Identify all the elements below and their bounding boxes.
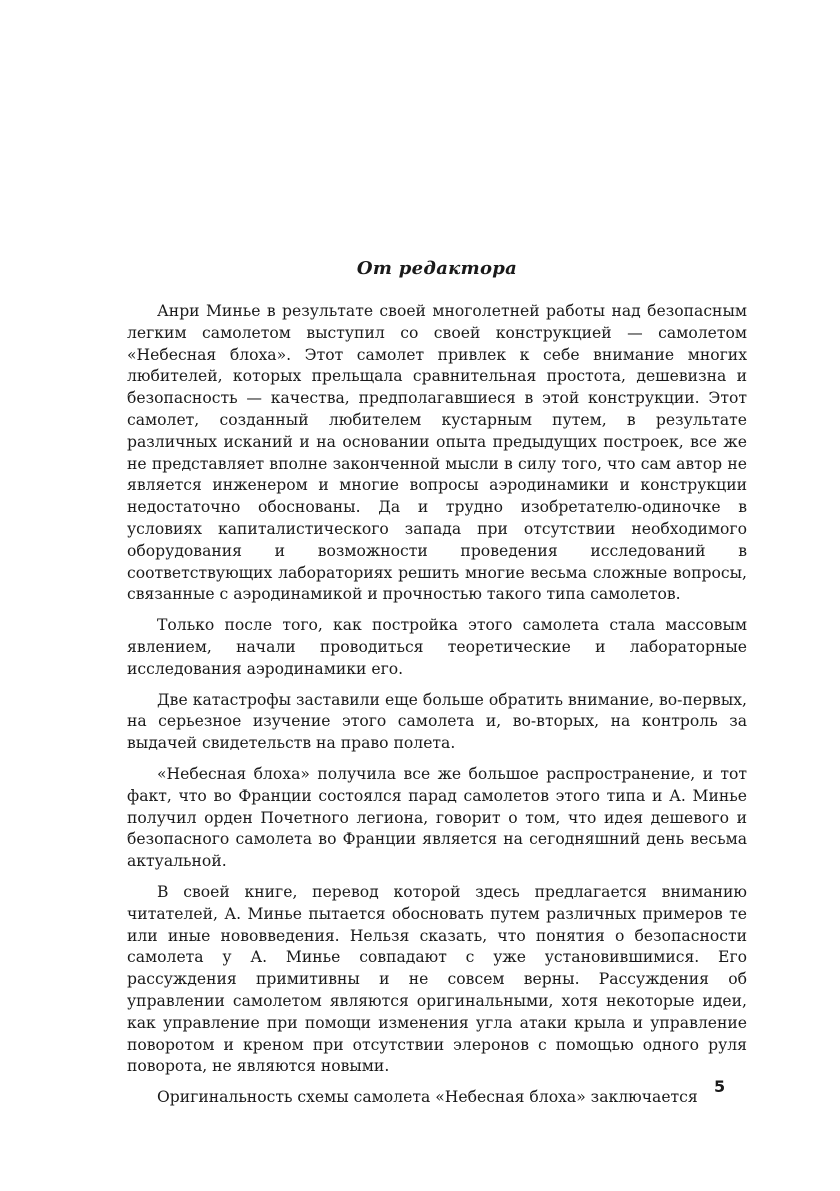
page-body [127, 258, 747, 1118]
paragraph-2: Только после того, как постройка этого самолета стала массовым явлением, начали проводиться теоретические и лабораторные исследования аэродинамики его. [127, 616, 747, 678]
paragraph-6: Оригинальность схемы самолета «Небесная блоха» заключается [157, 1088, 698, 1107]
paragraph-1: Анри Минье в результате своей многолетней работы над безопасным легким самолетом выступил со своей конструкцией — самолетом «Небесная блоха». Этот самолет привлек к себе внимание многих любителей, которых прельщала сравнительная простота, дешевизна и безопасность — качества, предполагавшиеся в этой конструкции. Этот самолет, созданный любителем кустарным путем, в результате различных исканий и на основании опыта предыдущих построек, все же не представляет вполне законченной мысли в силу того, что сам автор не является инженером и многие вопросы аэродинамики и конструкции недостаточно обоснованы. Да и трудно изобретателю-одиночке в условиях капиталистического запада при отсутствии необходимого оборудования и возможности проведения исследований в соответствующих лабораториях решить многие весьма сложные вопросы, связанные с аэродинамикой и прочностью такого типа самолетов. [127, 302, 747, 604]
paragraph-3: Две катастрофы заставили еще больше обратить внимание, во-первых, на серьезное изучение этого самолета и, во-вторых, на контроль за выдачей свидетельств на право полета. [127, 690, 747, 753]
paragraph-4: «Небесная блоха» получила все же большое распространение, и тот факт, что во Франции состоялся парад самолетов этого типа и А. Минье получил орден Почетного легиона, говорит о том, что идея дешевого и безопасного самолета во Франции является на сегодняшний день весьма актуальной. [127, 764, 747, 871]
paragraph-5: В своей книге, перевод которой здесь предлагается вниманию читателей, А. Минье пытается обосновать путем различных примеров те или иные нововведения. Нельзя сказать, что понятия о безопасности самолета у А. Минье совпадают с уже установившимися. Его рассуждения примитивны и не совсем верны. Рассуждения об управлении самолетом являются оригинальными, хотя некоторые идеи, как управление при помощи изменения угла атаки крыла и управление поворотом и креном при отсутствии элеронов с помощью одного руля поворота, не являются новыми. [127, 882, 747, 1076]
page-number: 5 [714, 1077, 726, 1096]
page-title: От редактора [356, 258, 518, 279]
